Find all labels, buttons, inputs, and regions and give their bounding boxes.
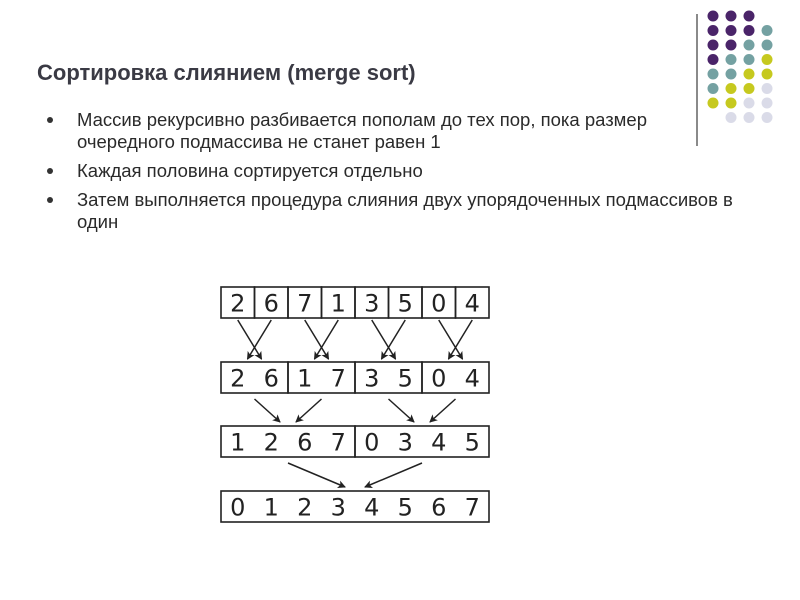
array-element: 7 — [330, 364, 346, 393]
bullet-list — [47, 109, 747, 240]
merge-arrow — [296, 399, 322, 422]
decorative-dot — [762, 69, 773, 80]
decorative-dot — [726, 11, 737, 22]
decorative-dot — [726, 54, 737, 65]
merge-arrow — [305, 320, 329, 359]
merge-arrow — [430, 399, 456, 422]
merge-arrow — [372, 320, 396, 359]
decorative-dot — [762, 83, 773, 94]
array-element: 6 — [431, 493, 447, 522]
array-element: 4 — [464, 364, 480, 393]
array-element: 2 — [263, 428, 279, 457]
array-element: 6 — [263, 364, 279, 393]
array-element: 0 — [431, 289, 447, 318]
bullet-dot-icon — [47, 197, 53, 203]
decorative-dot — [762, 112, 773, 123]
decorative-dot — [708, 54, 719, 65]
merge-arrow — [365, 463, 422, 487]
decorative-dot — [762, 98, 773, 109]
merge-arrow — [449, 320, 473, 359]
merge-arrow — [255, 399, 281, 422]
merge-sort-diagram — [215, 280, 505, 530]
decorative-dot — [708, 40, 719, 51]
bullet-item — [47, 109, 747, 153]
bullet-text: Массив рекурсивно разбивается пополам до тех пор, пока размер очередного подмассива не станет равен 1 — [77, 109, 647, 152]
array-element: 4 — [364, 493, 380, 522]
array-element: 1 — [263, 493, 279, 522]
array-element: 0 — [230, 493, 246, 522]
decorative-dot — [708, 25, 719, 36]
array-element: 7 — [330, 428, 346, 457]
decorative-dot — [726, 69, 737, 80]
decorative-dot — [762, 54, 773, 65]
merge-arrow — [238, 320, 262, 359]
decorative-dot — [762, 25, 773, 36]
decorative-dot — [708, 69, 719, 80]
array-element: 2 — [297, 493, 313, 522]
array-element: 5 — [397, 289, 413, 318]
merge-arrow — [389, 399, 415, 422]
array-element: 3 — [330, 493, 346, 522]
decorative-dot — [744, 11, 755, 22]
decorative-dot — [726, 98, 737, 109]
decorative-dot — [744, 25, 755, 36]
decorative-dot — [708, 98, 719, 109]
bullet-dot-icon — [47, 117, 53, 123]
bullet-text: Каждая половина сортируется отдельно — [77, 160, 423, 181]
array-element: 0 — [364, 428, 380, 457]
array-element: 2 — [230, 289, 246, 318]
array-element: 7 — [464, 493, 480, 522]
array-element: 3 — [397, 428, 413, 457]
array-element: 1 — [230, 428, 246, 457]
decorative-dot — [744, 69, 755, 80]
array-element: 0 — [431, 364, 447, 393]
decorative-dot — [726, 25, 737, 36]
array-element: 2 — [230, 364, 246, 393]
bullet-dot-icon — [47, 168, 53, 174]
merge-arrow — [382, 320, 406, 359]
merge-arrow — [439, 320, 463, 359]
array-element: 7 — [297, 289, 313, 318]
decorative-dot — [744, 98, 755, 109]
array-element: 5 — [464, 428, 480, 457]
decorative-dot — [744, 54, 755, 65]
decorative-dot — [744, 83, 755, 94]
decorative-dot — [708, 83, 719, 94]
decorative-dot — [726, 83, 737, 94]
slide-title: Сортировка слиянием (merge sort) — [37, 60, 416, 85]
merge-arrow — [315, 320, 339, 359]
bullet-item — [47, 160, 747, 182]
decorative-dot — [708, 11, 719, 22]
merge-arrow — [288, 463, 345, 487]
merge-arrow — [248, 320, 272, 359]
array-element: 1 — [330, 289, 346, 318]
array-element: 3 — [364, 364, 380, 393]
array-element: 3 — [364, 289, 380, 318]
bullet-text: Затем выполняется процедура слияния двух упорядоченных подмассивов в один — [77, 189, 733, 232]
decorative-dot — [726, 40, 737, 51]
bullet-item — [47, 189, 747, 233]
array-element: 6 — [263, 289, 279, 318]
array-element: 5 — [397, 493, 413, 522]
array-element: 4 — [464, 289, 480, 318]
array-element: 1 — [297, 364, 313, 393]
array-element: 4 — [431, 428, 447, 457]
decorative-dot — [762, 40, 773, 51]
subarray-box — [221, 491, 489, 522]
array-element: 5 — [397, 364, 413, 393]
array-element: 6 — [297, 428, 313, 457]
decorative-dot — [744, 40, 755, 51]
